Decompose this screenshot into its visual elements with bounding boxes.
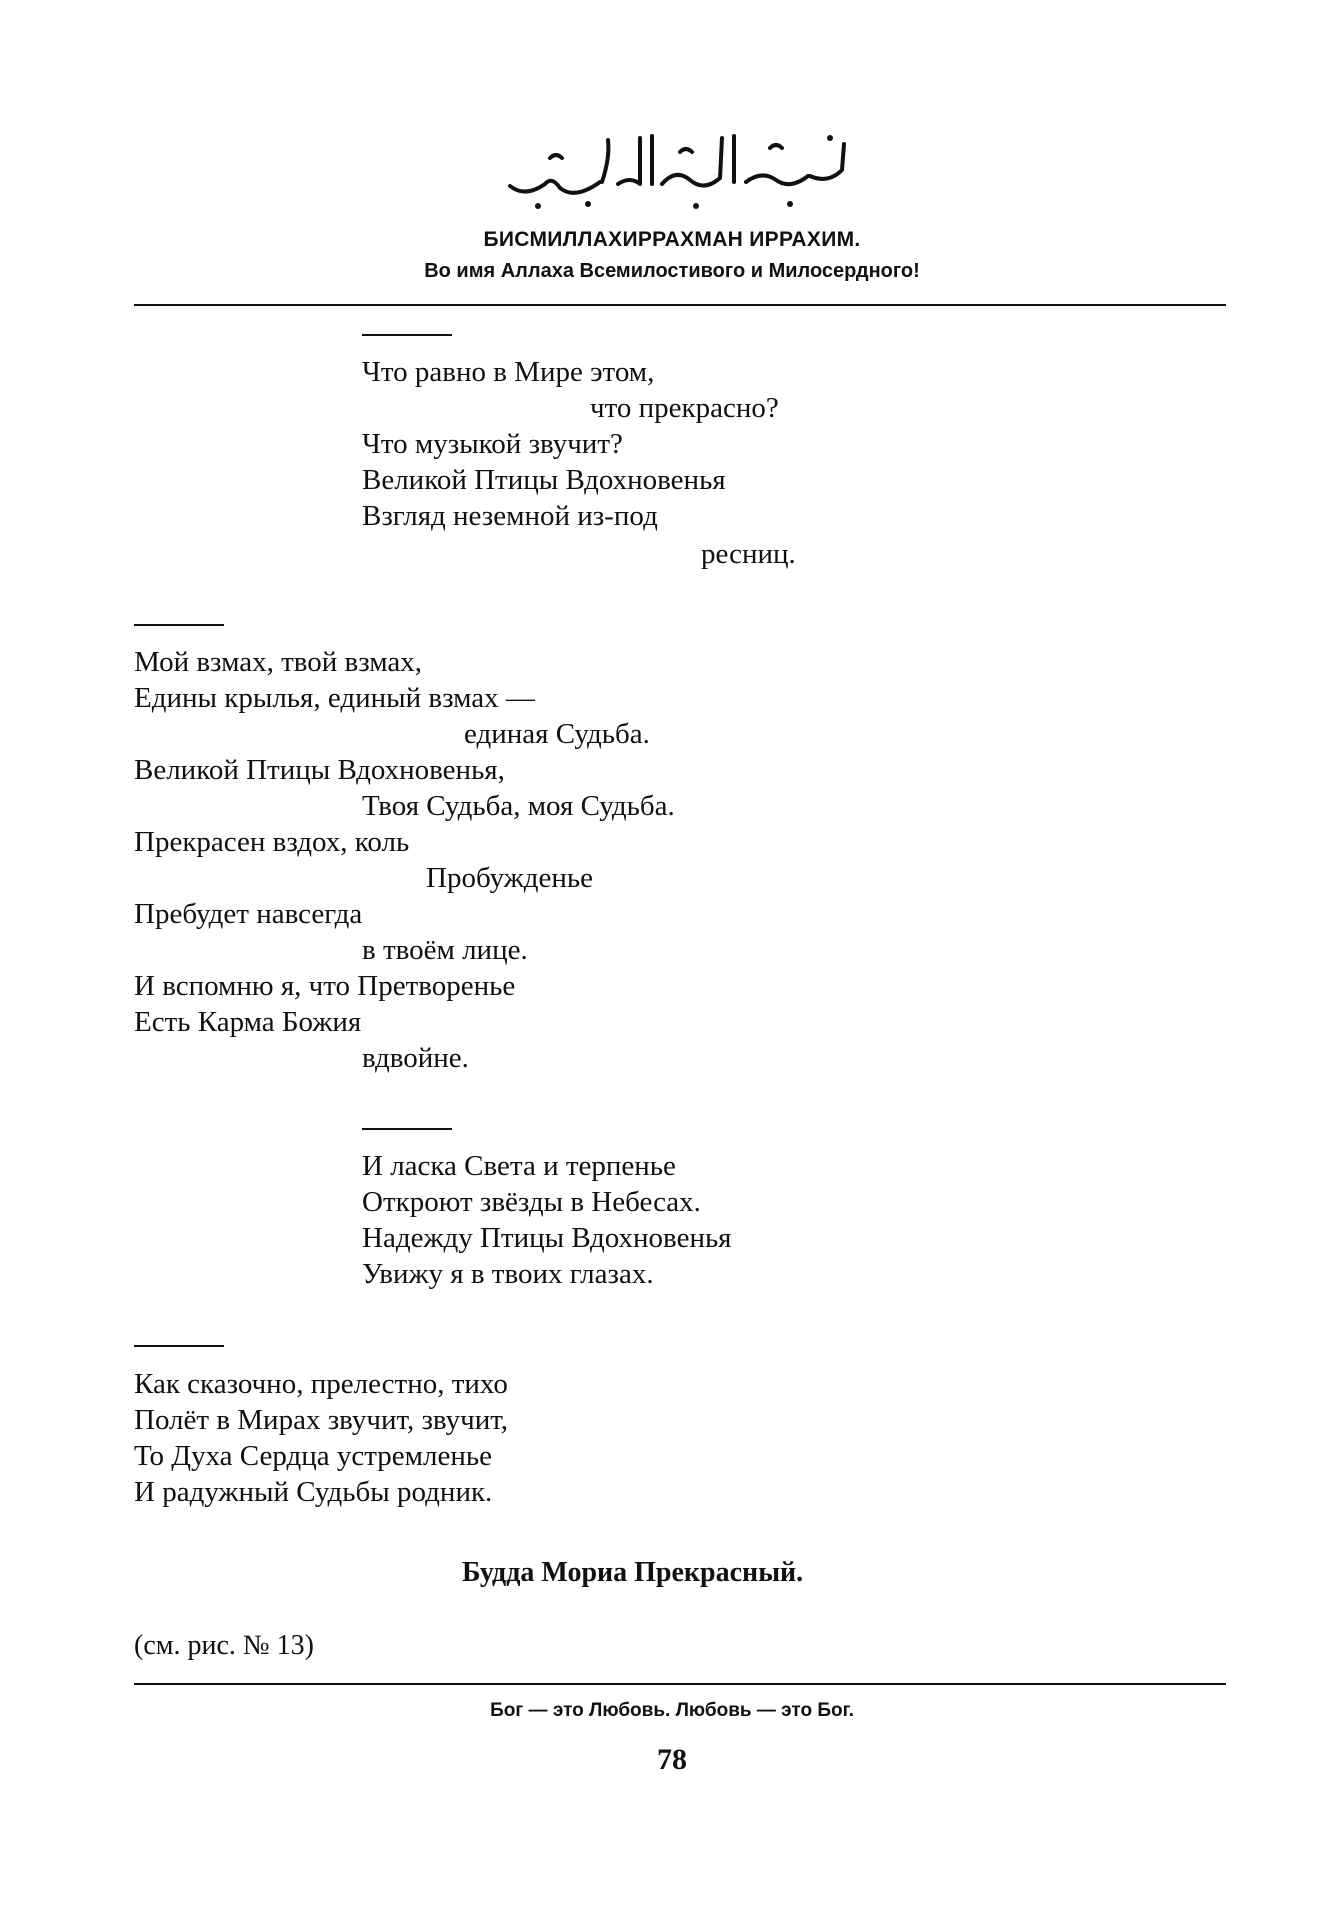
stanza-separator (362, 334, 452, 336)
figure-reference: (см. рис. № 13) (134, 1630, 314, 1661)
page-number: 78 (657, 1743, 687, 1776)
poem-line: в твоём лице. (362, 934, 528, 966)
poem-line: ресниц. (701, 538, 796, 570)
poem-line: Как сказочно, прелестно, тихо (134, 1368, 508, 1400)
poem-line: Твоя Судьба, моя Судьба. (362, 790, 675, 822)
poem-line: Что музыкой звучит? (362, 428, 623, 460)
poem-line: Пробужденье (426, 862, 593, 894)
header-title: БИСМИЛЛАХИРРАХМАН ИРРАХИМ. (483, 228, 861, 251)
poem-line: Едины крылья, единый взмах — (134, 682, 535, 714)
poem-line: И радужный Судьбы родник. (134, 1476, 493, 1508)
poem-line: Пребудет навсегда (134, 898, 363, 930)
bottom-divider (134, 1683, 1226, 1685)
poem-line: Увижу я в твоих глазах. (362, 1258, 654, 1290)
signature: Будда Мориа Прекрасный. (462, 1557, 804, 1588)
header-subtitle: Во имя Аллаха Всемилостивого и Милосердного! (424, 260, 920, 282)
poem-line: И ласка Света и терпенье (362, 1150, 676, 1182)
poem-line: Великой Птицы Вдохновенья, (134, 754, 505, 786)
poem-line: Взгляд неземной из-под (362, 500, 658, 532)
footer-motto: Бог — это Любовь. Любовь — это Бог. (490, 1700, 854, 1721)
poem-line: Прекрасен вздох, коль (134, 826, 410, 858)
stanza-separator (362, 1128, 452, 1130)
poem-line: Великой Птицы Вдохновенья (362, 464, 726, 496)
poem-line: И вспомню я, что Претворенье (134, 970, 516, 1002)
poem-line: что прекрасно? (590, 392, 779, 424)
top-divider (134, 304, 1226, 306)
poem-line: Надежду Птицы Вдохновенья (362, 1222, 732, 1254)
poem-line: Что равно в Мире этом, (362, 356, 655, 388)
poem-line: вдвойне. (362, 1042, 469, 1074)
poem-line: Откроют звёзды в Небесах. (362, 1186, 701, 1218)
poem-line: Есть Карма Божия (134, 1006, 362, 1038)
poem-line: Мой взмах, твой взмах, (134, 646, 423, 678)
poem-line: То Духа Сердца устремленье (134, 1440, 492, 1472)
arabic-calligraphy-bismillah (490, 118, 870, 218)
poem-line: единая Судьба. (464, 718, 650, 750)
stanza-separator (134, 1345, 224, 1347)
stanza-separator (134, 624, 224, 626)
poem-line: Полёт в Мирах звучит, звучит, (134, 1404, 508, 1436)
